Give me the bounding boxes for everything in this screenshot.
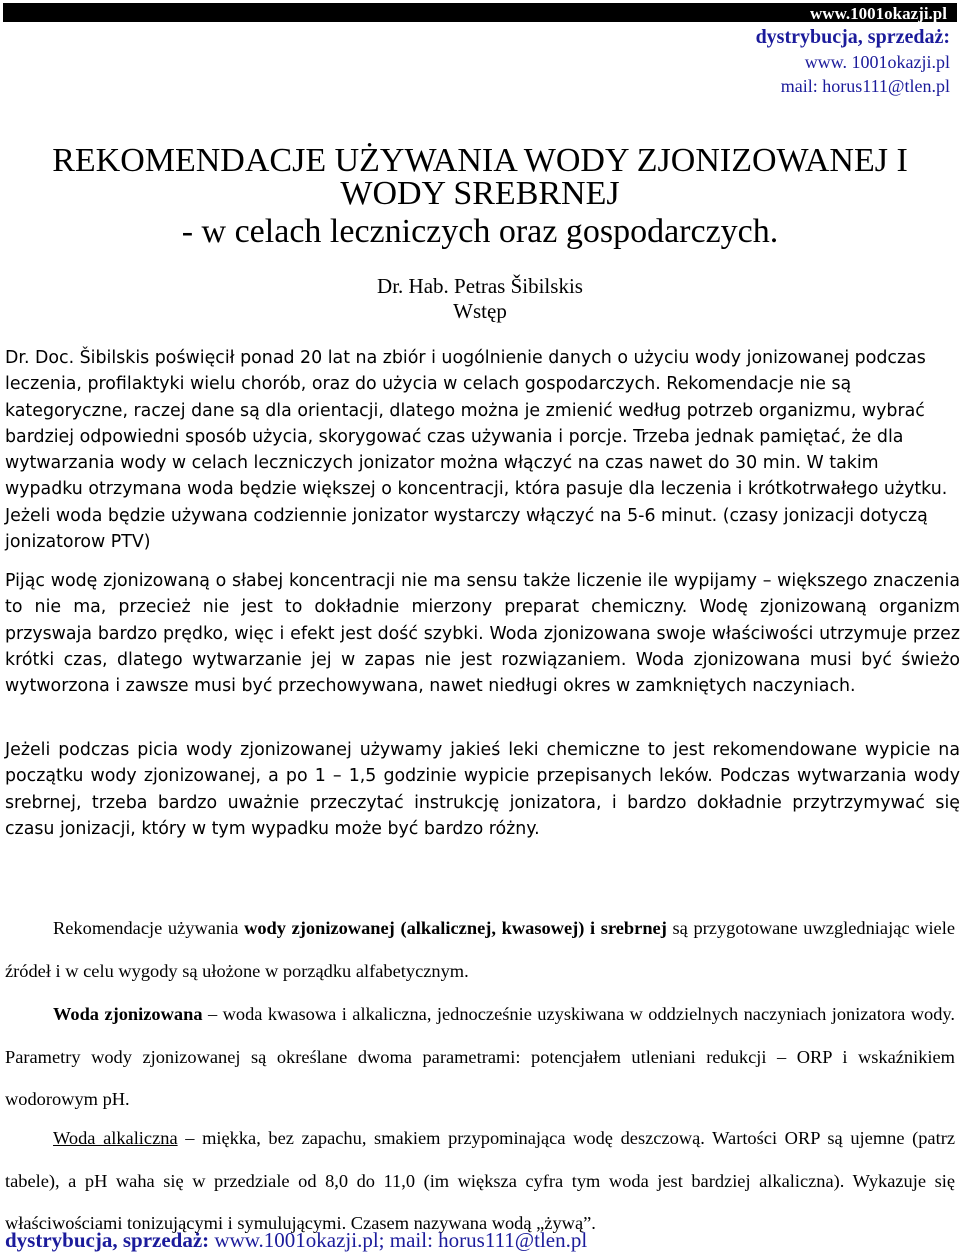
recommendations-intro: Rekomendacje używania: [53, 918, 245, 938]
page-title-line-3: - w celach leczniczych oraz gospodarczych.: [181, 213, 779, 250]
definition-alkaline-water: [5, 1117, 955, 1245]
footer-contact[interactable]: www.1001okazji.pl; mail: horus111@tlen.pl: [214, 1228, 588, 1252]
paragraph-medications: Jeżeli podczas picia wody zjonizowanej używamy jakieś leki chemiczne to jest rekomendowane wypicie na początku wody zjonizowanej, a po 1 – 1,5 godzinie wypicie przepisanych leków. Podczas wytwarzania wody srebrnej, trzeba bardzo uważnie przeczytać instrukcję jonizatora, i bardzo dokładnie przytrzymywać się czasu jonizacji, który w tym wypadku może być bardzo różny.: [5, 740, 960, 839]
footer-label: dystrybucja, sprzedaż:: [5, 1228, 215, 1252]
paragraph-recommendations: [5, 907, 955, 992]
definition-text: – woda kwasowa i alkaliczna, jednocześnie uzyskiwana w oddzielnych naczyniach jonizatora wody. Parametry wody zjonizowanej są określane dwoma parametrami: potencjałem utleniani redukcji – ORP i wskaźnikiem wodorowym pH.: [5, 1004, 955, 1109]
paragraph-ionized-water: Pijąc wodę zjonizowaną o słabej koncentracji nie ma sensu także liczenie ile wypijamy – większego znaczenia to nie ma, przecież nie jest to dokładnie mierzony preparat chemiczny. Wodę zjonizowaną organizm przyswaja bardzo prędko, więc i efekt jest dość szybki. Woda zjonizowana swoje właściwości utrzymuje przez krótki czas, dlatego wytwarzanie jej w zapas nie jest rozwiązaniem. Woda zjonizowana musi być świeżo wytworzona i zawsze musi być przechowywana, nawet niedługi okres w zamkniętych naczyniach.: [5, 571, 960, 697]
page-title-line-2: WODY SREBRNEJ: [340, 175, 620, 212]
recommendations-emphasis: wody zjonizowanej (alkalicznej, kwasowej) i srebrnej: [244, 918, 667, 938]
recommendations-rest: są przygotowane uwzgledniając wiele źródeł i w celu wygody są ułożone w porządku alfabetycznym.: [5, 918, 955, 981]
footer: [5, 1228, 587, 1253]
header-bar: [3, 3, 957, 22]
site-url[interactable]: www.1001okazji.pl: [810, 4, 947, 23]
term-ionized-water: Woda zjonizowana: [53, 1004, 203, 1024]
section-heading: Wstęp: [453, 299, 507, 323]
www-link[interactable]: www. 1001okazji.pl: [804, 52, 950, 72]
intro-paragraph: Dr. Doc. Šibilskis poświęcił ponad 20 lat na zbiór i uogólnienie danych o użyciu wody jonizowanej podczas leczenia, profilaktyki wielu chorób, oraz do użycia w celach gospodarczych. Rekomendacje nie są kategoryczne, raczej dane są dla orientacji, dlatego można je zmienić według potrzeb organizmu, wybrać bardziej odpowiedni sposób użycia, skorygować czas używania i porcje. Trzeba jednak pamiętać, że dla wytwarzania wody w celach leczniczych jonizator można włączyć na czas nawet do 30 min. W takim wypadku otrzymana woda będzie większej o koncentracji, która pasuje dla leczenia i krótkotrwałego użytku. Jeżeli woda będzie używana codziennie jonizator wystarczy włączyć na 5-6 minut. (czasy jonizacji dotyczą jonizatorow PTV): [5, 348, 948, 553]
distribution-label: dystrybucja, sprzedaż:: [755, 26, 950, 48]
definition-ionized-water: [5, 993, 955, 1121]
page-title-line-1: REKOMENDACJE UŻYWANIA WODY ZJONIZOWANEJ I: [52, 142, 908, 179]
author: Dr. Hab. Petras Šibilskis: [377, 274, 583, 298]
definition-text: – miękka, bez zapachu, smakiem przypominająca wodę deszczową. Wartości ORP są ujemne (patrz tabele), a pH waha się w przedziale od 8,0 do 11,0 (im większa cyfra tym woda jest bardziej alkaliczna). Wykazuje się właściwościami tonizującymi i symulującymi. Czasem nazywana wodą „żywą”.: [5, 1128, 955, 1233]
term-alkaline-water: Woda alkaliczna: [53, 1128, 178, 1148]
mail-link[interactable]: mail: horus111@tlen.pl: [780, 76, 950, 96]
